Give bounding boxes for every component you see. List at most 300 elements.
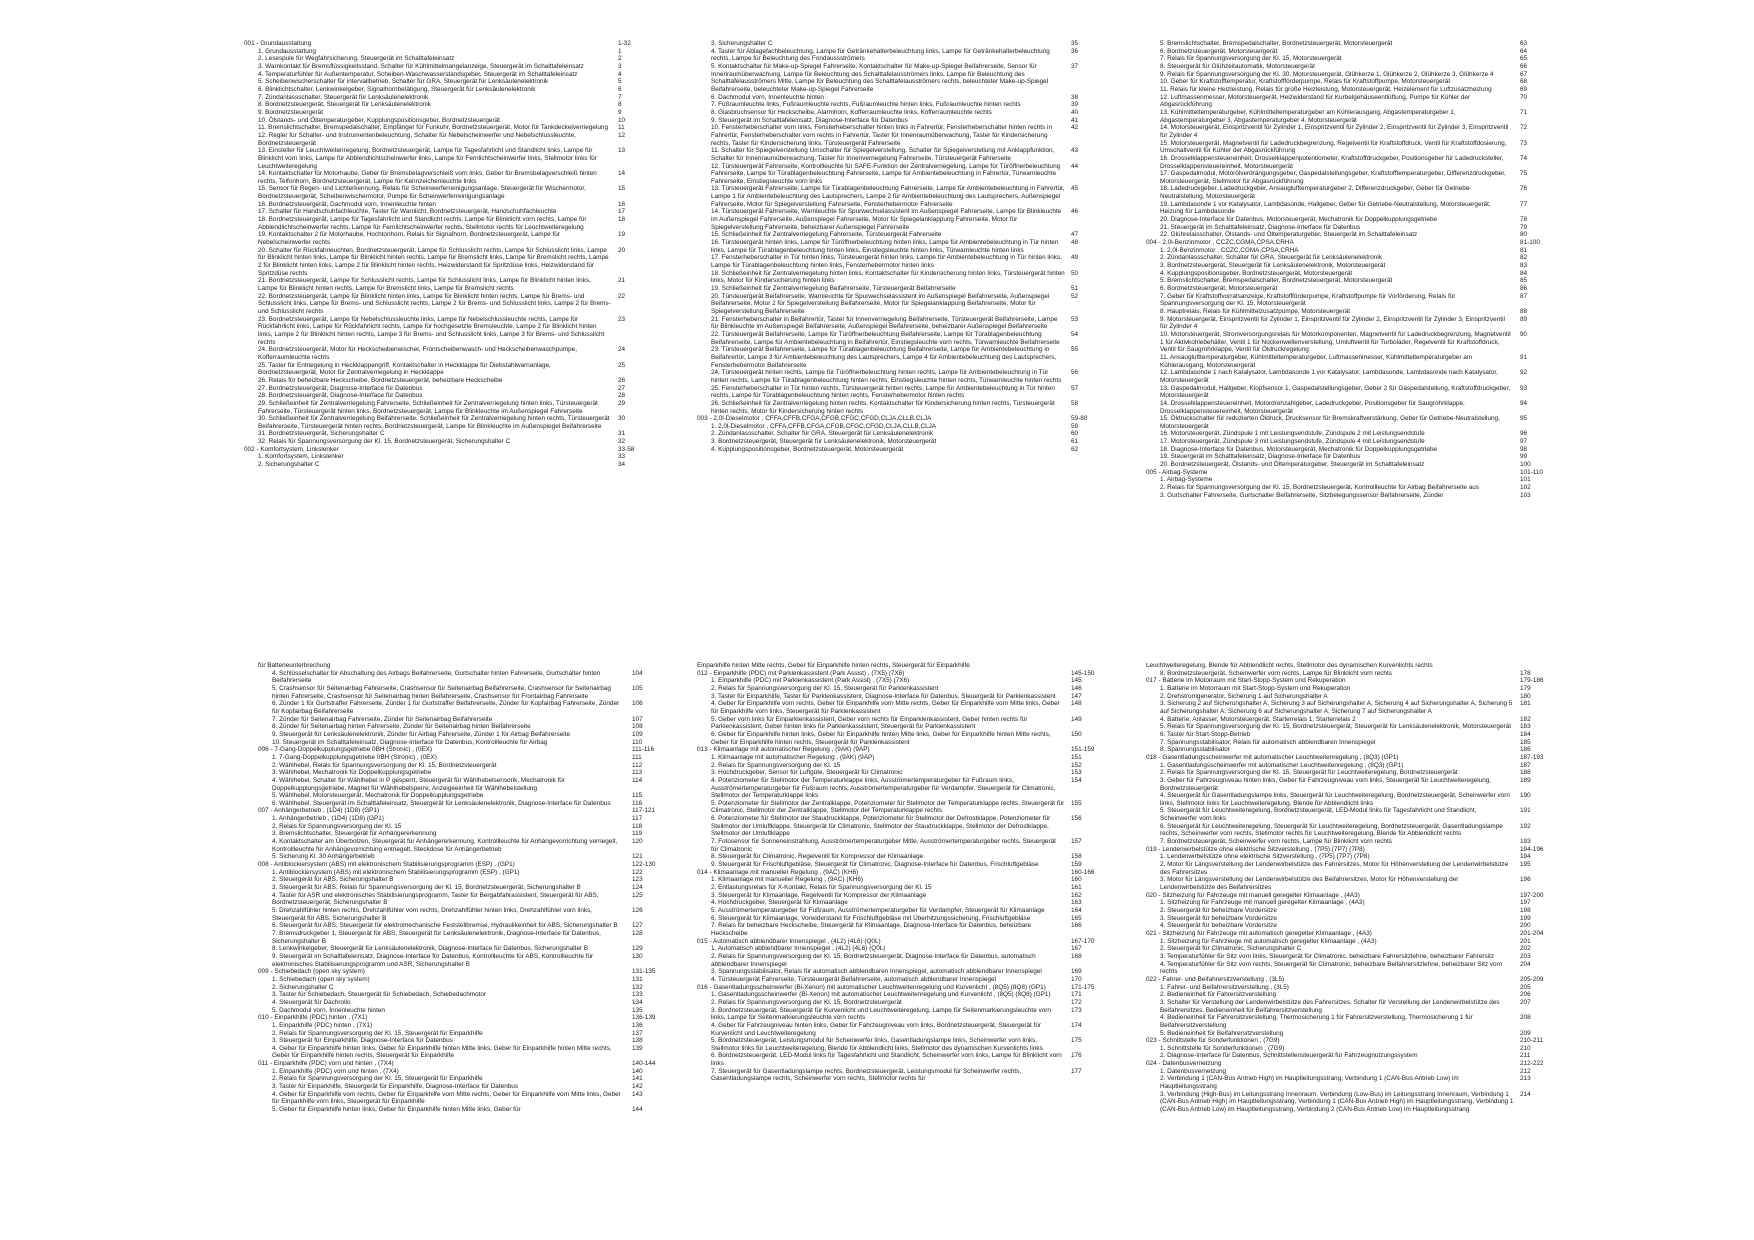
toc-entry-title: 014 - Klimaanlage mit manueller Regelung , (9AC) (KH6) (697, 868, 859, 876)
toc-subentry (1146, 915, 1550, 923)
toc-entry-title: 6. Bordnetzsteuergerät, LED-Modul links für Tagesfahrlicht und Standlicht, Scheinwerfer vorn links, Lampe für Blinklicht vorn links (711, 1052, 1062, 1068)
toc-page-number: 49 (1071, 254, 1079, 262)
toc-page-number: 197 (1520, 899, 1531, 907)
toc-entry-title: 6. Steuergerät für Klimaanlage, Vorwiderstand für Frischluftgebläse mit Überhitzungssicherung, Frischluftgebläse (711, 914, 1031, 922)
toc-entry-title: 2. Entlastungsrelais für X-Kontakt, Relais für Spannungsversorgung der Kl. 15 (711, 884, 932, 892)
toc-page-number: 183 (1520, 723, 1531, 731)
toc-subentry (697, 270, 1101, 285)
toc-page-number: 11 (618, 124, 625, 132)
toc-page-number: 114 (632, 776, 643, 784)
toc-subentry (697, 945, 1101, 953)
toc-subentry (1146, 769, 1550, 777)
toc-entry-title: 1. Antiblockiersystem (ABS) mit elektronischem Stabilisierungsprogramm (ESP) , (GP1) (272, 868, 520, 876)
toc-entry-title: 017 - Batterie im Motorraum mit Start-Stopp-System und Rekuperation (1146, 677, 1346, 685)
toc-entry-title: 2. Lesespule für Wegfahrsicherung, Steuergerät im Schalttafeleinsatz (258, 55, 455, 63)
toc-entry-title: 16. Türsteuergerät hinten links, Lampe für Türöffnerbeleuchtung hinten links, Lampe für Ambientebeleuchtung in Tür hinten links, Lampe für Türablagenbeleuchtung hinten links, Einstiegsleuchte hinten links, Türwarnleuchte hinten links (711, 239, 1059, 254)
toc-entry-title: 21. Bordnetzsteuergerät, Lampe für Schlusslicht rechts, Lampe für Schlusslicht links, Lampe für Blinklicht hinten links, Lampe für Blinklicht hinten rechts, Lampe für Bremslicht links, Lampe für Bremslicht rechts (258, 277, 591, 292)
toc-page-number: 81-100 (1520, 239, 1540, 247)
toc-subentry (697, 117, 1101, 125)
toc-column-3 (1146, 40, 1550, 499)
toc-page-number: 127 (632, 922, 643, 930)
toc-section (258, 861, 662, 869)
toc-subentry (244, 438, 648, 446)
toc-page-number: 155 (1071, 799, 1082, 807)
toc-subentry (1146, 492, 1550, 500)
toc-page-number: 48 (1071, 239, 1079, 247)
toc-page-number: 214 (1520, 1090, 1531, 1098)
toc-entry-title: 3. Steuergerät für Einparkhilfe, Diagnose-Interface für Datenbus (272, 1037, 453, 1045)
toc-page-number: 32 (618, 438, 626, 446)
toc-entry-title: 2. Relais für Spannungsversorgung der Kl. 15 (272, 822, 402, 830)
toc-page-number: 194 (1520, 853, 1531, 861)
toc-section (1146, 892, 1550, 900)
toc-page-number: 171 (1071, 991, 1082, 999)
toc-page-number: 86 (1520, 285, 1528, 292)
toc-subentry (1146, 807, 1550, 822)
toc-entry-title: 3. Gurtschalter Fahrerseite, Gurtschalter Beifahrerseite, Sitzbelegungssensor Beifahrerseite, Zünder (1160, 491, 1444, 499)
toc-subentry (697, 346, 1101, 369)
toc-subentry (697, 693, 1101, 701)
toc-subentry (1146, 861, 1550, 876)
toc-page-number: 75 (1520, 170, 1528, 178)
toc-entry-title: 13. Türsteuergerät Fahrerseite, Lampe für Türablagenbeleuchtung Fahrerseite, Lampe für Ambientebeleuchtung in Fahrertür, Lampe 1 für Ambientebeleuchtung des Lautsprechers, Lampe 2 für Ambientebeleuchtung des Lautsprechers, Außenspiegel Fahrerseite, Motor für Spiegelverstellung Fahrerseite, Fensterhebermotor Fahrerseite (711, 185, 1065, 208)
toc-subentry (697, 1052, 1101, 1067)
toc-page-number: 88 (1520, 307, 1528, 315)
toc-entry-title: 9. Steuergerät im Schalttafeleinsatz, Diagnose-Interface für Datenbus, Kontrollleuchte für ABS, Kontrollleuchte für elektronisches Stabilisierungsprogramm und ASR, Sicherungshalter B (272, 952, 594, 968)
toc-entry-title: 11. Schalter für Spiegelverstellung Umschalter für Spiegelverstellung, Schalter für Spiegelverstellung mit Anklappfunktion, Schalter für Innenraumüberwachung, Taster für Innenverriegelung Fahrerseite, Türsteuergerät Fahrerseite (711, 147, 1055, 162)
toc-subentry (244, 124, 648, 132)
toc-entry-title: 6. Steuergerät für Leuchtweiteregelung, Steuergerät für Leuchtweiteregelung, Bordnetzsteuergerät, Gasentladungslampe rechts, Scheinwerfer vorn rechts, Stellmotor rechts für Leuchtweiteregelung, Blende für Abblendlicht rechts (1160, 822, 1503, 838)
toc-entry-title: 26. Relais für beheizbare Heckscheibe, Bordnetzsteuergerät, beheizbare Heckscheibe (258, 376, 503, 384)
toc-subentry (244, 453, 648, 461)
toc-page-number: 68 (1520, 78, 1528, 86)
toc-subentry (697, 777, 1101, 800)
toc-column-5 (697, 662, 1101, 1083)
toc-entry-title: 16. Motorsteuergerät, Zündspule 1 mit Leistungsendstufe, Zündspule 2 mit Leistungsendstufe (1160, 430, 1425, 438)
toc-entry-title: 19. Steuergerät im Schalttafeleinsatz, Diagnose-Interface für Datenbus (1160, 453, 1361, 461)
toc-section (244, 446, 648, 454)
toc-subentry (1146, 316, 1550, 331)
toc-entry-title: 8. Zünder für Seitenairbag hinten Fahrerseite, Zünder für Seitenairbag hinten Beifahrerseite (272, 723, 531, 731)
toc-entry-title: 2. Sicherungshalter C (258, 461, 320, 469)
toc-subentry (258, 723, 662, 731)
toc-entry-title: 7. Spannungsstabilisator, Relais für automatisch abblendbaren Innenspiegel (1160, 738, 1376, 746)
toc-subentry (697, 991, 1101, 999)
toc-subentry (244, 185, 648, 200)
toc-subentry (697, 907, 1101, 915)
toc-subentry (697, 239, 1101, 254)
toc-entry-title: 5. Bordnetzsteuergerät, Leistungsmodul für Scheinwerfer links, Gasentladungslampe links, Scheinwerfer vorn links, Stellmotor links für Leuchtweiteregelung, Blende für Abblendlicht links, Stellmotor des dynamischen Kurvenlichts links (711, 1037, 1043, 1052)
toc-page-number: 97 (1520, 438, 1528, 446)
toc-subentry (258, 892, 662, 907)
toc-subentry (1146, 170, 1550, 185)
toc-page-number: 199 (1520, 914, 1531, 922)
toc-entry-title: 5. Dachmodul vorn, Innenleuchte hinten (272, 1006, 385, 1014)
toc-subentry (258, 830, 662, 838)
toc-subentry (697, 285, 1101, 293)
toc-entry-title: 6. Geber für Einparkhilfe hinten links, Geber für Einparkhilfe hinten Mitte links, Geber für Einparkhilfe hinten Mitte rechts, Geber für Einparkhilfe hinten rechts, Steuergerät für Parklenkassistent (711, 730, 1051, 746)
toc-entry-title: 13. Gaspedalmodul, Hallgeber, Klopfsensor 1, Gaspedalstellungsgeber, Geber 2 für Gaspedalstellung, Kraftstoffdruckgeber, Motorsteuergerät (1160, 384, 1511, 400)
toc-page-number: 187-193 (1520, 753, 1544, 761)
toc-entry-title: 10. Ölstands- und Öltemperaturgeber, Kupplungspositionsgeber, Bordnetzsteuergerät (258, 116, 500, 124)
toc-entry-title: 12. Lambdasonde 1 nach Katalysator, Lambdasonde 1 vor Katalysator, Lambdasonde, Lambdasonde nach Katalysator, Motorsteuergerät (1160, 369, 1498, 384)
toc-subentry (244, 461, 648, 469)
toc-page-number: 69 (1520, 85, 1528, 93)
toc-subentry (244, 385, 648, 393)
toc-entry-title: 14. Türsteuergerät Fahrerseite, Warnleuchte für Spurwechselassistent im Außenspiegel Fahrerseite, Lampe für Blinkleuchte im Außenspiegel Fahrerseite, Außenspiegel Fahrerseite, Motor für Spiegelanklappung Fahrerseite, Motor für Spiegelverstellung Fahrerseite, beheizbarer Außenspiegel Fahrerseite (711, 208, 1062, 231)
toc-page-number: 93 (1520, 384, 1528, 392)
toc-entry-title: 1. Schiebedach (open sky system) (272, 975, 370, 983)
toc-entry-title: 11. Bremslichtschalter, Bremspedalschalter, Empfänger für Funkuhr, Bordnetzsteuergerät, Motor für Tankdeckelverriegelung (258, 124, 608, 132)
toc-page-number: 45 (1071, 185, 1079, 193)
toc-subentry (1146, 331, 1550, 354)
toc-entry-title: 8. Hauptrelais, Relais für Kühlmittelzusatzpumpe, Motorsteuergerät (1160, 307, 1351, 315)
toc-subentry (1146, 270, 1550, 278)
toc-page-number: 130 (632, 952, 643, 960)
toc-subentry (1146, 446, 1550, 454)
toc-page-number: 62 (1071, 445, 1079, 453)
toc-entry-title: 4. Taster für Ablagefachbeleuchtung, Lampe für Getränkehalterbeleuchtung links, Lampe für Getränkehalterbeleuchtung rechts, Lampe für Beleuchtung des Fondaussströmers (711, 47, 1050, 63)
toc-entry-title: 1. Schnittstelle für Sonderfunktionen , (7G9) (1160, 1044, 1285, 1052)
toc-subentry (1146, 254, 1550, 262)
toc-page-number: 39 (1071, 101, 1079, 109)
toc-entry-title: 7. Bremsdruckgeber 1, Steuergerät für ABS, Steuergerät für Lenksäulenelektronik, Diagnose-Interface für Datenbus, Sicherungshalter B (272, 929, 601, 945)
toc-page-number: 129 (632, 945, 643, 953)
toc-entry-title: 3. Steuergerät für beheizbare Vordersitze (1160, 914, 1277, 922)
toc-entry-title: 3. Verbindung (High-Bus) im Leitungsstrang Innenraum, Verbindung (Low-Bus) im Leitungsstrang Innenraum, Verbindung 1 (CAN-Bus Antrieb High) im Hauptleitungsstrang, Verbindung 1 (CAN-Bus Antrieb High) im Hauptleitungsstrang, Verbindung 1 (CAN-Bus Antrieb Low) im Hauptleitungsstrang, Verbindung 2 (CAN-Bus Antrieb Low) im Hauptleitungsstrang (1160, 1090, 1514, 1114)
toc-entry-title: 3. Motor für Längsverstellung der Lendenwirbelstütze des Beifahrersitzes, Motor für Höhenverstellung der Lendenwirbelstütze des Beifahrersitzes (1160, 876, 1459, 892)
toc-page-number: 162 (1071, 891, 1082, 899)
toc-subentry (697, 124, 1101, 147)
toc-page-number: 115 (632, 792, 643, 800)
toc-entry-title: 1. Komfortsystem, Linkslenker (258, 453, 344, 461)
toc-page-number: 181 (1520, 700, 1531, 708)
toc-entry-title: 4. Steuergerät für Dachrollo (272, 998, 351, 1006)
toc-page-number: 47 (1071, 231, 1079, 239)
toc-page-number: 102 (1520, 484, 1531, 492)
toc-page-number: 64 (1520, 47, 1528, 55)
toc-page-number: 187 (1520, 761, 1531, 769)
toc-entry-title: 2. Steuergerät für Climatronic, Sicherungshalter C (1160, 945, 1302, 953)
toc-entry-title: 5. Bedieneinheit für Beifahrersitzverstellung (1160, 1029, 1284, 1037)
toc-entry-title: 7. Relais für Spannungsversorgung der Kl. 15, Motorsteuergerät (1160, 55, 1342, 63)
toc-page-number: 41 (1071, 116, 1079, 124)
toc-subentry (1146, 762, 1550, 770)
toc-subentry (1146, 1052, 1550, 1060)
toc-page-number: 6 (618, 85, 622, 93)
toc-section (258, 968, 662, 976)
toc-entry-title: 10. Geber für Kraftstofftemperatur, Kraftstoffförderpumpe, Relais für Kraftstoffpumpe, Motorsteuergerät (1160, 78, 1451, 86)
toc-entry-title: 4. Bedieneinheit für Fahrersitzverstellung, Thermosicherung 1 für Fahrersitzverstellung, Thermosicherung 1 für Beifahrersitzverstellung (1160, 1014, 1473, 1029)
toc-entry-title: 3. Geber für Fahrzeugniveau hinten links, Geber für Fahrzeugniveau vorn links, Steuergerät für Leuchtweiteregelung, Bordnetzsteuergerät (1160, 776, 1492, 792)
toc-subentry (1146, 185, 1550, 200)
toc-entry-title: 022 - Fahrer- und Beifahrersitzverstellung , (3L5) (1146, 975, 1285, 983)
toc-entry-title: 4. Kupplungspositionsgeber, Bordnetzsteuergerät, Motorsteuergerät (711, 445, 904, 453)
toc-section (1146, 976, 1550, 984)
toc-page-number: 150 (1071, 730, 1082, 738)
toc-entry-title: 30. Schließeinheit für Zentralverriegelung Beifahrerseite, Schließeinheit für Zentralverriegelung hinten rechts, Türsteuergerät Beifahrerseite, Türsteuergerät hinten rechts, Bordnetzsteuergerät, Lampe für Blinkleuchte im Außenspiegel Beifahrerseite (258, 415, 610, 430)
toc-entry-title: 006 - 7-Gang-Doppelkupplungsgetriebe 0BH (Stronic) , (0EX) (258, 746, 433, 754)
toc-entry-title: 11. Ansauglufttemperaturgeber, Kühlmitteltemperaturgeber, Luftmassenmesser, Kühlmitteltemperaturgeber am Kühlerausgang, Motorsteuergerät (1160, 353, 1473, 369)
toc-section (697, 984, 1101, 992)
toc-entry-title: 3. Taster für Einparkhilfe, Taster für Parklenkassistent, Diagnose-Interface für Datenbus, Steuergerät für Parklenkassistent (711, 692, 1056, 700)
toc-entry-title: 25. Taster für Entriegelung in Heckklappengriff, Kontaktschalter in Heckklappe für Diebstahlwarnanlage, Bordnetzsteuergerät, Motor für Zentralverriegelung in Heckklappe (258, 361, 551, 377)
toc-subentry (1146, 716, 1550, 724)
toc-subentry (1146, 792, 1550, 807)
toc-page-number: 17 (618, 208, 626, 216)
toc-subentry (697, 293, 1101, 316)
toc-subentry (244, 277, 648, 292)
toc-entry-title: 4. Taster für ASR und elektronisches Stabilisierungsprogramm, Taster für Bergabfahrassistent, Steuergerät für ABS, Bordnetzsteuergerät, Sicherungshalter B (272, 891, 599, 907)
toc-subentry (1146, 922, 1550, 930)
toc-page-number: 128 (632, 929, 643, 937)
toc-subentry (244, 101, 648, 109)
toc-page-number: 43 (1071, 147, 1079, 155)
toc-subentry (244, 293, 648, 316)
toc-entry-title: 9. Relais für Spannungsversorgung der Kl. 30, Motorsteuergerät, Glühkerze 1, Glühkerze 2, Glühkerze 3, Glühkerze 4 (1160, 70, 1494, 78)
toc-entry-title: 3. Wählhebel, Mechatronik für Doppelkupplungsgetriebe (272, 769, 432, 777)
toc-entry-title: 4. Geber für Einparkhilfe hinten links, Geber für Einparkhilfe hinten Mitte links, Geber für Einparkhilfe hinten Mitte rechts, Geber für Einparkhilfe hinten rechts, Steuergerät für Einparkhilfe (272, 1044, 612, 1060)
toc-subentry (1146, 945, 1550, 953)
toc-entry-title: 004 - 2,0l-Benzinmotor , CCZC,CGMA,CPSA,CRHA (1146, 239, 1294, 247)
toc-subentry (258, 930, 662, 945)
toc-page-number: 169 (1071, 968, 1082, 976)
toc-page-number: 71 (1520, 108, 1528, 116)
toc-page-number: 95 (1520, 415, 1528, 423)
toc-entry-title: 3. Bordnetzsteuergerät, Steuergerät für Lenksäulenelektronik, Motorsteuergerät (1160, 262, 1386, 270)
toc-entry-title: 1. 7-Gang-Doppelkupplungsgetriebe 0BH (Stronic) , (0EX) (272, 753, 437, 761)
toc-subentry (1146, 876, 1550, 891)
toc-page-number: 27 (618, 384, 626, 392)
toc-entry-title: 23. Bordnetzsteuergerät, Lampe für Nebelschlussleuchte links, Lampe für Nebelschlussleuchte rechts, Lampe für Rückfahrlicht links, Lampe für Rückfahrlicht rechts, Lampe für hochgesetzte Bremsleuchte, Lampe 2 für Blinklicht hinten links, Lampe 2 für Blinklicht hinten rechts, Lampe 3 für Brems- und Schlusslicht links, Lampe 3 für Brems- und Schlusslicht rechts (258, 315, 605, 346)
toc-subentry (697, 446, 1101, 454)
toc-entry-title: 1. Einparkhilfe (PDC) hinten , (7X1) (272, 1021, 373, 1029)
toc-page-number: 153 (1071, 769, 1082, 777)
toc-section (1146, 677, 1550, 685)
toc-page-number: 147 (1071, 692, 1082, 700)
toc-subentry (1146, 984, 1550, 992)
toc-subentry (1146, 899, 1550, 907)
toc-subentry (258, 823, 662, 831)
toc-subentry (1146, 48, 1550, 56)
toc-page-number: 210 (1520, 1044, 1531, 1052)
toc-subentry (244, 71, 648, 79)
toc-subentry (244, 55, 648, 63)
toc-page-number: 177 (1071, 1067, 1082, 1075)
toc-entry-title: 2. Relais für Spannungsversorgung der Kl. 15, Bordnetzsteuergerät (711, 998, 902, 1006)
toc-page-number: 173 (1071, 1006, 1082, 1014)
toc-page-number: 194-196 (1520, 845, 1544, 853)
toc-entry-title: 7. Zünder für Seitenairbag Fahrerseite, Zünder für Seitenairbag Beifahrerseite (272, 715, 493, 723)
toc-page-number: 132 (632, 983, 643, 991)
toc-page-number: 164 (1071, 907, 1082, 914)
toc-entry-title: 9. Steuergerät im Schalttafeleinsatz, Diagnose-Interface für Datenbus (711, 116, 908, 124)
toc-section (697, 938, 1101, 946)
toc-page-number: 157 (1071, 838, 1082, 846)
toc-page-number: 206 (1520, 991, 1531, 999)
toc-entry-title: 2. Bedieneinheit für Fahrersitzverstellung (1160, 991, 1277, 999)
toc-entry-title: 2. Diagnose-Interface für Datenbus, Schnittstellensteuergerät für Fahrzeugnutzungssystem (1160, 1052, 1418, 1060)
toc-subentry (258, 769, 662, 777)
toc-subentry (1146, 109, 1550, 124)
toc-page-number: 140-144 (632, 1060, 656, 1068)
toc-column-1 (244, 40, 648, 469)
toc-column-2 (697, 40, 1101, 453)
toc-entry-title: 1. Fahrer- und Beifahrersitzverstellung , (3L5) (1160, 983, 1289, 991)
toc-entry-title: 013 - Klimaanlage mit automatischer Regelung , (9AK) (9AP) (697, 746, 870, 754)
toc-subentry (697, 185, 1101, 208)
toc-page-number: 110 (632, 738, 643, 746)
toc-page-number: 85 (1520, 277, 1528, 285)
toc-entry-title: 5. Ausströmertemperaturgeber für Fußraum, Ausströmertemperaturgeber für Verdampfer, Steuergerät für Klimaanlage (711, 907, 1045, 914)
toc-subentry (244, 392, 648, 400)
toc-page-number: 105 (632, 684, 643, 692)
toc-subentry (697, 423, 1101, 431)
toc-page-number: 33-58 (618, 445, 635, 453)
toc-entry-title: 19. Kontaktschalter 2 für Motorhaube, Hochtonhorn, Relais für Signalhorn, Bordnetzsteuergerät, Lampe für Nebelscheinwerfer rechts (258, 231, 560, 247)
toc-page-number: 134 (632, 998, 643, 1006)
toc-page-number: 35 (1071, 40, 1079, 47)
toc-subentry (1146, 484, 1550, 492)
toc-entry-title: 8. Glasbruchsensor für Heckscheibe, Alarmhorn, Kofferraumleuchte links, Kofferraumleuchte rechts (711, 108, 992, 116)
toc-entry-title: 8. Steuergerät für Climatronic, Regelventil für Kompressor der Klimaanlage (711, 853, 924, 861)
toc-page-number: 111 (632, 753, 642, 761)
toc-subentry (244, 377, 648, 385)
toc-subentry (697, 861, 1101, 869)
toc-page-number: 133 (632, 991, 643, 999)
toc-entry-title: 4. Türsteuergerät Fahrerseite, Türsteuergerät Beifahrerseite, automatisch abblendbarer Innenspiegel (711, 975, 997, 983)
toc-page-number: 119 (632, 830, 643, 838)
toc-page-number: 125 (632, 891, 643, 899)
toc-entry-title: Einparkhilfe hinten Mitte rechts, Geber für Einparkhilfe hinten rechts, Steuergerät für Einparkhilfe (697, 662, 970, 669)
toc-page-number: 29 (618, 399, 626, 407)
toc-entry-title: 7. Bordnetzsteuergerät, Scheinwerfer vorn rechts, Lampe für Blinklicht vorn rechts (1160, 838, 1392, 846)
toc-entry-title: 15. Öldruckschalter für reduzierten Öldruck, Drucksensor für Bremskraftverstärkung, Geber für Getriebe-Neutralstellung, Motorsteuergerät (1160, 415, 1500, 430)
toc-page-number: 24 (618, 346, 626, 354)
toc-page-number: 31 (618, 430, 626, 438)
toc-section (1146, 754, 1550, 762)
toc-entry-title: 009 - Schiebedach (open sky system) (258, 968, 365, 976)
toc-entry-title: 5. Bremslichtschalter, Bremspedalschalter, Bordnetzsteuergerät, Motorsteuergerät (1160, 40, 1393, 47)
toc-section (258, 662, 662, 670)
toc-entry-title: 1. Batterie im Motorraum mit Start-Stopp-System und Rekuperation (1160, 684, 1351, 692)
toc-page-number: 18 (618, 216, 626, 224)
toc-entry-title: 6. Zünder 1 für Gurtstraffer Fahrerseite, Zünder 1 für Gurtstraffer Beifahrerseite, Zünder für Kopfairbag Fahrerseite, Zünder für Kopfairbag Beifahrerseite (272, 700, 620, 715)
toc-page-number: 212-222 (1520, 1060, 1544, 1068)
toc-page-number: 3 (618, 62, 622, 70)
toc-entry-title: 5. Steuergerät für Leuchtweiteregelung, Bordnetzsteuergerät, LED-Modul links für Tagesfahrlicht und Standlicht, Scheinwerfer vorn links (1160, 807, 1477, 823)
toc-subentry (1146, 308, 1550, 316)
toc-entry-title: 8. Bordnetzsteuergerät, Scheinwerfer vorn rechts, Lampe für Blinklicht vorn rechts (1160, 669, 1392, 677)
toc-page-number: 89 (1520, 315, 1528, 323)
toc-subentry (1146, 71, 1550, 79)
toc-subentry (258, 815, 662, 823)
toc-entry-title: 1. Einparkhilfe (PDC) mit Parklenkassistent (Park Assist) , (7X5) (7X6) (711, 677, 910, 685)
toc-subentry (697, 677, 1101, 685)
toc-subentry (1146, 140, 1550, 155)
toc-subentry (258, 945, 662, 953)
toc-page-number: 1-32 (618, 40, 631, 47)
toc-page-number: 58 (1071, 399, 1079, 407)
toc-page-number: 140 (632, 1067, 643, 1075)
toc-entry-title: 12. Türsteuergerät Fahrerseite, Kontrollleuchte für SAFE-Funktion der Zentralverriegelung, Lampe für Türöffnerbeleuchtung Fahrerseite, Lampe für Türablagenbeleuchtung Fahrerseite, Lampe für Ambientebeleuchtung in Fahrertür, Türwarnleuchte Fahrerseite, Einstiegsleuchte vorn links (711, 162, 1061, 185)
toc-page-number: 117 (632, 815, 643, 823)
toc-entry-title: 9. Bordnetzsteuergerät (258, 108, 324, 116)
toc-subentry (258, 762, 662, 770)
toc-entry-title: 2. Relais für Spannungsversorgung der Kl. 15, Bordnetzsteuergerät, Kontrollleuchte für Airbag Beifahrerseite aus (1160, 484, 1480, 492)
toc-page-number: 178 (1520, 669, 1531, 677)
toc-entry-title: 5. Potenziometer für Stellmotor der Zentralklappe, Potenziometer für Stellmotor der Temperaturklappe rechts, Steuergerät für Climatronic, Stellmotor der Zentralklappe, Stellmotor der Temperaturklappe rechts (711, 799, 1065, 815)
toc-entry-title: 1. Airbag-Systeme (1160, 476, 1213, 484)
toc-entry-title: 12. Luftmassenmesser, Motorsteuergerät, Heizwiderstand für Kurbelgehäuseentlüftung, Pumpe für Kühler der Abgasrückführung (1160, 93, 1471, 109)
toc-page-number: 151 (1071, 753, 1082, 761)
toc-page-number: 9 (618, 108, 622, 116)
toc-page-number: 79 (1520, 223, 1528, 231)
toc-entry-title: 31. Bordnetzsteuergerät, Sicherungshalter C (258, 430, 385, 438)
toc-entry-title: 4. Steuergerät für beheizbare Vordersitze (1160, 922, 1277, 930)
toc-entry-title: 1. Klimaanlage mit automatischer Regelung , (9AK) (9AP) (711, 753, 875, 761)
toc-subentry (244, 415, 648, 430)
toc-entry-title: 3. Sicherungshalter C (711, 40, 773, 47)
toc-subentry (1146, 40, 1550, 48)
toc-page-number: 59 (1071, 422, 1079, 430)
toc-subentry (697, 94, 1101, 102)
toc-entry-title: 016 - Gasentladungsscheinwerfer (Bi-Xenon) mit automatischer Leuchtweitenregelung und Kurvenlicht , (8Q5) (8Q8) (GP1) (697, 983, 1046, 991)
toc-subentry (697, 762, 1101, 770)
toc-subentry (697, 438, 1101, 446)
toc-subentry (697, 884, 1101, 892)
toc-page-number: 174 (1071, 1021, 1082, 1029)
toc-page-number: 145 (1071, 677, 1082, 685)
toc-entry-title: 3. Temperaturfühler für Sitz vorn links, Steuergerät für Climatronic, beheizbare Fahrersitzlehne, beheizbarer Fahrersitz (1160, 952, 1495, 960)
toc-entry-title: 14. Drosselklappensteuereinheit, Motordrehzahlgeber, Ladedruckgeber, Positionsgeber für Saugrohrklappe, Drosselklappensteuereinheit, Motorsteuergerät (1160, 399, 1465, 415)
toc-entry-title: 6. Bordnetzsteuergerät, Motorsteuergerät (1160, 285, 1278, 292)
toc-entry-title: 26. Schließeinheit für Zentralverriegelung hinten rechts, Kontaktschalter für Kindersicherung hinten rechts, Türsteuergerät hinten rechts, Motor für Kindersicherung hinten rechts (711, 399, 1055, 415)
toc-subentry (258, 685, 662, 700)
toc-subentry (1146, 1091, 1550, 1114)
toc-page-number: 8 (618, 101, 622, 109)
toc-page-number: 192 (1520, 822, 1531, 830)
toc-page-number: 22 (618, 292, 626, 300)
toc-subentry (258, 800, 662, 808)
toc-subentry (244, 147, 648, 170)
toc-entry-title: 24. Türsteuergerät hinten rechts, Lampe für Türöffnerbeleuchtung hinten rechts, Lampe für Ambientebeleuchtung in Tür hinten rechts, Lampe für Türablagenbeleuchtung hinten rechts, Einstiegsleuchte hinten rechts, Türwarnleuchte hinten rechts (711, 369, 1062, 384)
toc-subentry (697, 892, 1101, 900)
toc-page-number: 61 (1071, 438, 1079, 446)
toc-subentry (1146, 262, 1550, 270)
toc-page-number: 126 (632, 907, 643, 914)
toc-subentry (697, 316, 1101, 331)
toc-page-number: 143 (632, 1090, 643, 1098)
toc-section (1146, 469, 1550, 477)
toc-page-number: 81 (1520, 246, 1528, 254)
toc-subentry (244, 117, 648, 125)
toc-page-number: 100 (1520, 461, 1531, 469)
toc-entry-title: 1. Gasentladungsscheinwerfer (Bi-Xenon) mit automatischer Leuchtweitenregelung und Kurvenlicht , (8Q5) (8Q8) (GP1) (711, 991, 1051, 999)
toc-page-number: 191 (1520, 807, 1531, 815)
toc-page-number: 197-200 (1520, 891, 1544, 899)
toc-subentry (258, 853, 662, 861)
toc-subentry (258, 792, 662, 800)
toc-subentry (697, 769, 1101, 777)
toc-page-number: 19 (618, 231, 626, 239)
toc-entry-title: 2. Relais für Spannungsversorgung der Kl. 15, Steuergerät für Einparkhilfe (272, 1029, 483, 1037)
toc-page-number: 55 (1071, 346, 1079, 354)
toc-page-number: 12 (618, 131, 626, 139)
toc-subentry (244, 362, 648, 377)
toc-page-number: 103 (1520, 491, 1531, 499)
toc-page-number: 142 (632, 1083, 643, 1091)
